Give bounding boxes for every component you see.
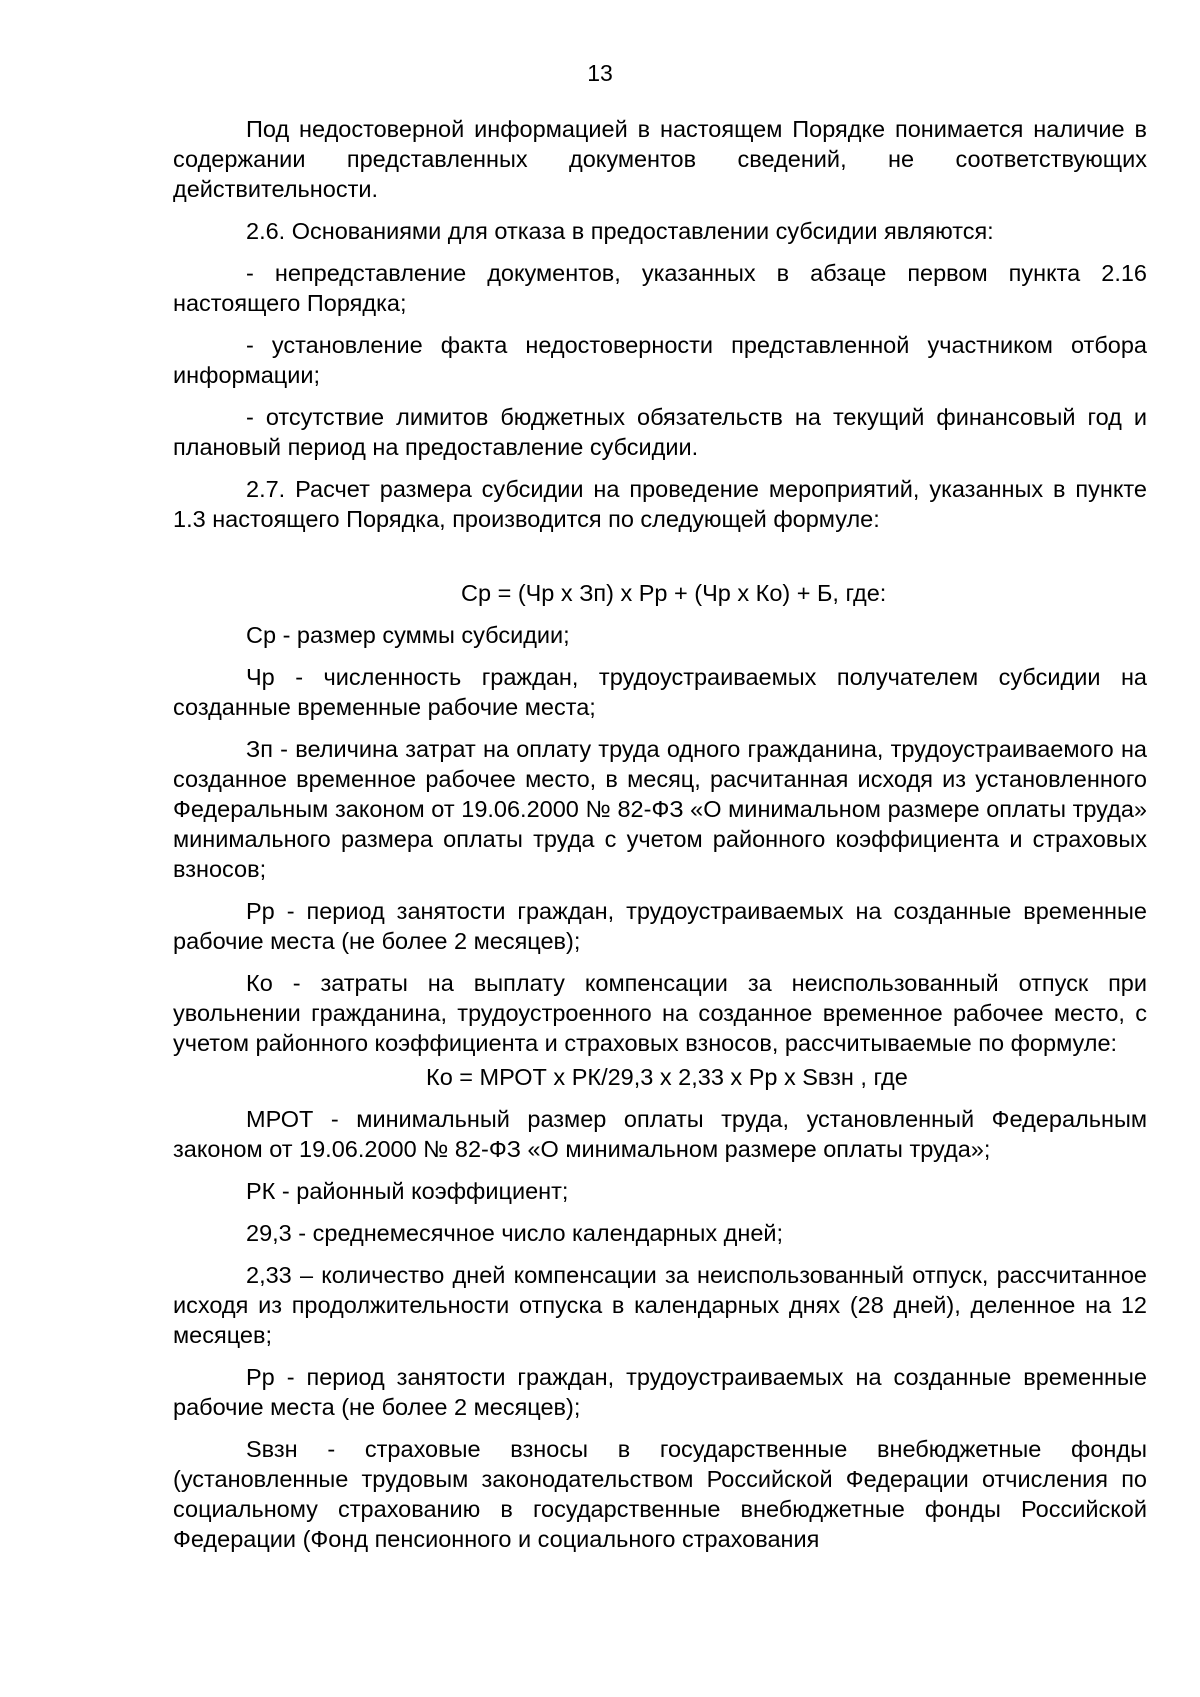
paragraph-definition-rk: РК - районный коэффициент;	[246, 1178, 569, 1204]
paragraph-unreliable-info-definition: Под недостоверной информацией в настоящем Порядке понимается наличие в содержании представленных документов сведений, не соответствующих действительности.	[173, 116, 1147, 202]
paragraph-definition-rr-repeat: Рр - период занятости граждан, трудоустраиваемых на созданные временные рабочие места (не более 2 месяцев);	[173, 1364, 1147, 1420]
formula-compensation: Ко = МРОТ х РК/29,3 х 2,33 х Рр х Sвзн , где	[426, 1064, 908, 1090]
paragraph-definition-29-3: 29,3 - среднемесячное число календарных дней;	[246, 1220, 784, 1246]
paragraph-refusal-ground-documents: - непредставление документов, указанных в абзаце первом пункта 2.16 настоящего Порядка;	[173, 260, 1147, 316]
paragraph-refusal-ground-limits: - отсутствие лимитов бюджетных обязательств на текущий финансовый год и плановый период на предоставление субсидии.	[173, 404, 1147, 460]
paragraph-refusal-ground-unreliable: - установление факта недостоверности представленной участником отбора информации;	[173, 332, 1147, 388]
paragraph-definition-2-33: 2,33 – количество дней компенсации за неиспользованный отпуск, рассчитанное исходя из продолжительности отпуска в календарных днях (28 дней), деленное на 12 месяцев;	[173, 1262, 1147, 1348]
paragraph-definition-sr: Ср - размер суммы субсидии;	[246, 622, 570, 648]
paragraph-definition-chr: Чр - численность граждан, трудоустраиваемых получателем субсидии на созданные временные рабочие места;	[173, 664, 1147, 720]
page-number: 13	[587, 60, 613, 86]
paragraph-definition-mrot: МРОТ - минимальный размер оплаты труда, установленный Федеральным законом от 19.06.2000 № 82-ФЗ «О минимальном размере оплаты труда»;	[173, 1106, 1147, 1162]
paragraph-definition-zp: Зп - величина затрат на оплату труда одного гражданина, трудоустраиваемого на созданное временное рабочее место, в месяц, расчитанная исходя из установленного Федеральным законом от 19.06.2000 № 82-ФЗ «О минимальном размере оплаты труда» минимального размера оплаты труда с учетом районного коэффициента и страховых взносов;	[173, 736, 1147, 882]
paragraph-refusal-grounds-heading: 2.6. Основаниями для отказа в предоставлении субсидии являются:	[246, 218, 994, 244]
paragraph-definition-svzn: Sвзн - страховые взносы в государственные внебюджетные фонды (установленные трудовым законодательством Российской Федерации отчисления по социальному страхованию в государственные внебюджетные фонды Российской Федерации (Фонд пенсионного и социального страхования	[173, 1436, 1147, 1552]
paragraph-definition-rr: Рр - период занятости граждан, трудоустраиваемых на созданные временные рабочие места (не более 2 месяцев);	[173, 898, 1147, 954]
paragraph-subsidy-calculation-heading: 2.7. Расчет размера субсидии на проведение мероприятий, указанных в пункте 1.3 настоящего Порядка, производится по следующей формуле:	[173, 476, 1147, 532]
paragraph-definition-ko: Ко - затраты на выплату компенсации за неиспользованный отпуск при увольнении гражданина, трудоустроенного на созданное временное рабочее место, с учетом районного коэффициента и страховых взносов, рассчитываемые по формуле:	[173, 970, 1147, 1056]
document-body	[173, 114, 1147, 1566]
formula-subsidy-amount: Ср = (Чр х Зп) х Рр + (Чр х Ко) + Б, где:	[461, 580, 887, 606]
